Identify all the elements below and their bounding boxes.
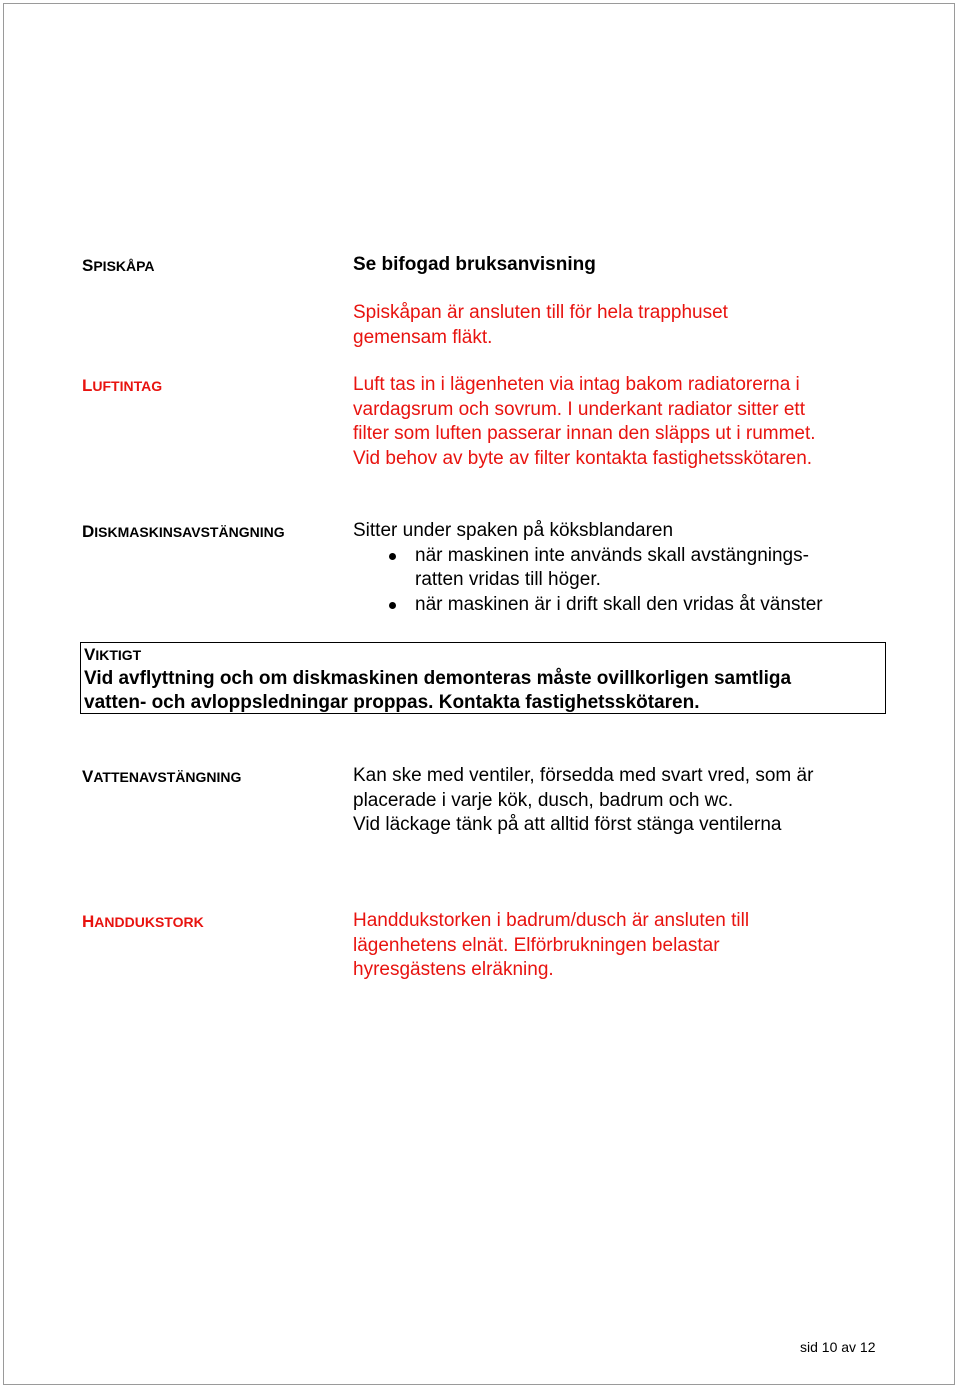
luftintag-text: Luft tas in i lägenheten via intag bakom radiatorerna i vardagsrum och sovrum. I underkant radiator sitter ett filter som luften passerar innan den släpps ut i rummet. Vid behov av byte av filter kontakta fastighetsskötaren. (353, 374, 816, 469)
important-notice-title: VIKTIGT (84, 645, 142, 664)
bullet-icon (389, 602, 396, 609)
list-item: när maskinen är i drift skall den vridas åt vänster (353, 593, 823, 618)
spiskapa-heading: Se bifogad bruksanvisning (353, 254, 596, 275)
bullet-icon (389, 553, 396, 560)
page-number: sid 10 av 12 (800, 1339, 876, 1355)
spiskapa-text: Spiskåpan är ansluten till för hela trapphuset gemensam fläkt. (353, 302, 728, 348)
diskmaskin-text (353, 519, 823, 617)
section-label-luftintag: LUFTINTAG (82, 376, 163, 395)
important-notice-text: Vid avflyttning och om diskmaskinen demonteras måste ovillkorligen samtliga vatten- och avloppsledningar proppas. Kontakta fastighetsskötaren. (84, 668, 792, 713)
list-item: när maskinen inte används skall avstängnings- ratten vridas till höger. (353, 544, 823, 593)
section-label-spiskapa: SPISKÅPA (82, 256, 155, 275)
section-label-diskmaskin: DISKMASKINSAVSTÄNGNING (82, 522, 285, 541)
handdukstork-text: Handdukstorken i badrum/dusch är ansluten till lägenhetens elnät. Elförbrukningen belastar hyresgästens elräkning. (353, 910, 750, 980)
diskmaskin-intro: Sitter under spaken på köksblandaren (353, 520, 674, 541)
vatten-text: Kan ske med ventiler, försedda med svart vred, som är placerade i varje kök, dusch, badrum och wc. Vid läckage tänk på att alltid först stänga ventilerna (353, 765, 814, 835)
section-label-handdukstork: HANDDUKSTORK (82, 912, 204, 931)
important-notice-box (80, 642, 886, 714)
section-label-vatten: VATTENAVSTÄNGNING (82, 767, 242, 786)
